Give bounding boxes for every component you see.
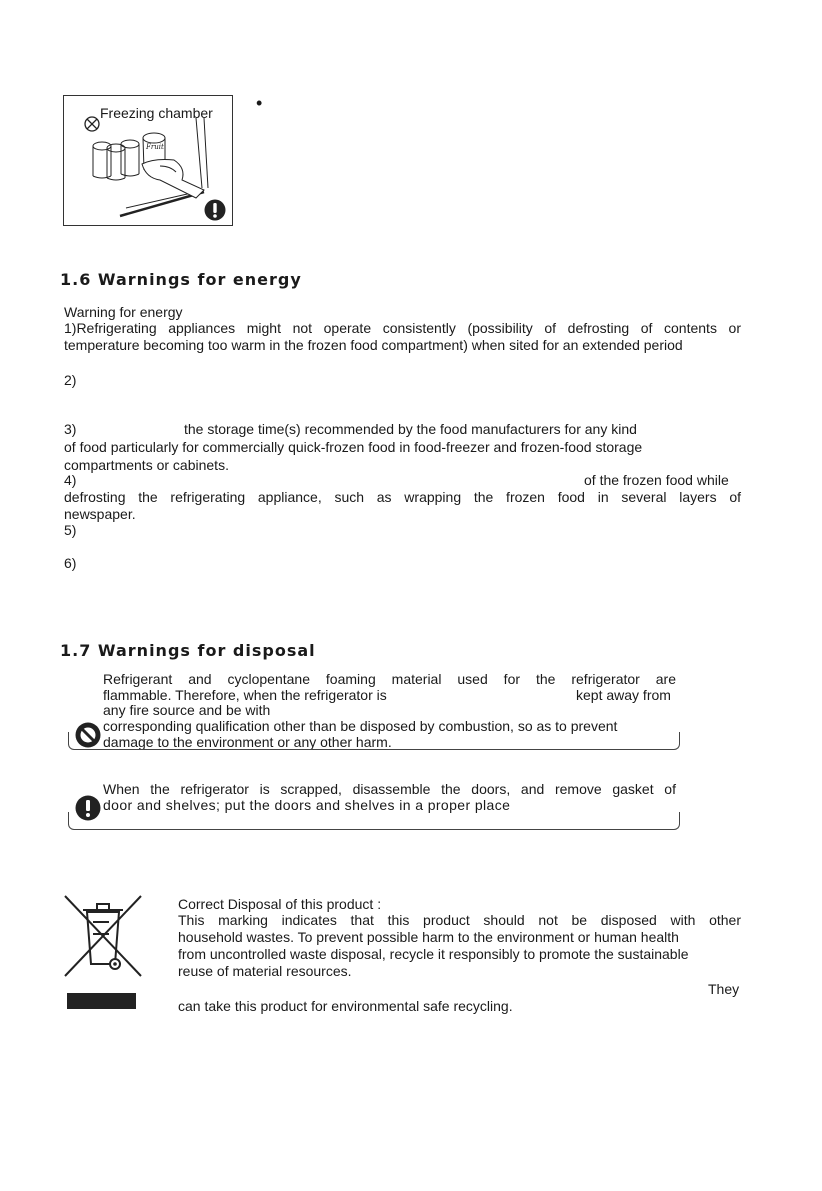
energy-line: the storage time(s) recommended by the food manufacturers for any kind [184,421,637,437]
disposal-line: Refrigerant and cyclopentane foaming material used for the refrigerator are [103,671,676,687]
disposal-line: kept away from [576,687,671,703]
energy-line: Warning for energy [64,304,183,320]
energy-line: compartments or cabinets. [64,457,229,473]
energy-line: of food particularly for commercially quick-frozen food in food-freezer and frozen-food storage [64,439,643,455]
freezer-illustration [63,95,233,226]
weee-line: This marking indicates that this product should not be disposed with other [178,912,741,928]
weee-line: They [708,981,740,997]
energy-line: defrosting the refrigerating appliance, such as wrapping the frozen food in several layers of [64,489,741,505]
disposal-note-frame [68,732,680,750]
weee-line: from uncontrolled waste disposal, recycle it responsibly to promote the sustainable [178,946,689,962]
weee-line: can take this product for environmental safe recycling. [178,998,513,1014]
energy-line: 3) [64,421,77,437]
disposal-line: any fire source and be with [103,702,271,718]
disposal-line: corresponding qualification other than be disposed by combustion, so as to prevent [103,718,618,734]
energy-line: 4) [64,472,77,488]
can-label: Fruit [146,143,164,151]
energy-line: 1)Refrigerating appliances might not operate consistently (possibility of defrosting of contents or [64,320,741,336]
weee-bar [67,993,136,1009]
illustration-caption: Freezing chamber [100,105,213,121]
energy-line: newspaper. [64,506,136,522]
weee-line: reuse of material resources. [178,963,352,979]
disposal-line: flammable. Therefore, when the refrigerator is [103,687,387,703]
energy-line: 6) [64,555,77,571]
scrap-note-frame [68,812,680,830]
energy-line: of the frozen food while [584,472,729,488]
weee-title: Correct Disposal of this product : [178,896,382,912]
disposal-line: door and shelves; put the doors and shelves in a proper place [103,797,511,813]
section-heading-energy: 1.6 Warnings for energy [60,270,302,289]
section-heading-disposal: 1.7 Warnings for disposal [60,641,316,660]
no-symbol-icon [84,116,100,132]
disposal-line: When the refrigerator is scrapped, disassemble the doors, and remove gasket of [103,781,676,797]
energy-line: 2) [64,372,77,388]
disposal-line: damage to the environment or any other harm. [103,734,392,750]
prohibited-icon [75,722,101,748]
energy-line: 5) [64,522,77,538]
crossed-bin-icon [63,894,143,978]
warning-icon [204,199,226,221]
energy-line: temperature becoming too warm in the frozen food compartment) when sited for an extended period [64,337,683,353]
weee-line: household wastes. To prevent possible harm to the environment or human health [178,929,679,945]
bullet: • [256,93,263,113]
warning-icon [75,795,101,821]
